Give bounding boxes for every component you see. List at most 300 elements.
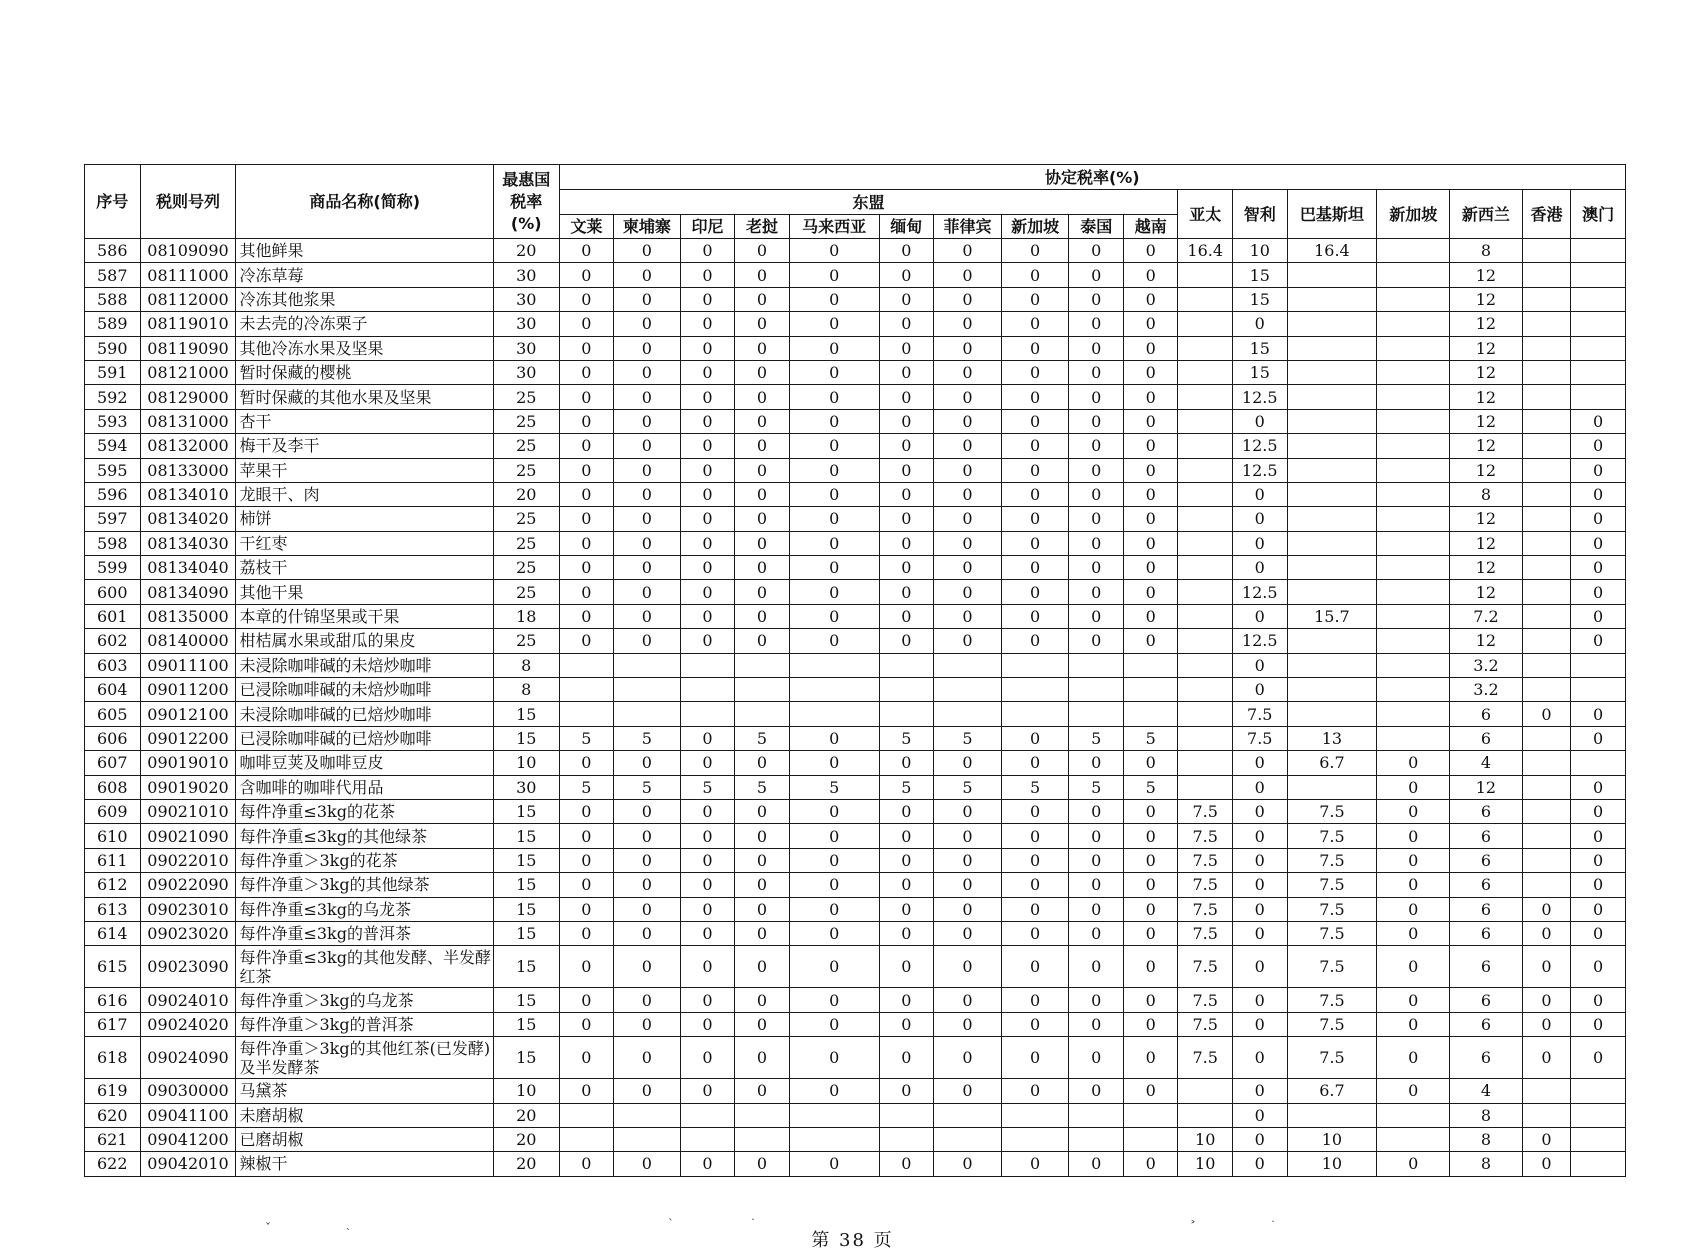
- indonesia-rate-cell: 0: [680, 287, 735, 311]
- pakistan-rate-cell: [1287, 312, 1377, 336]
- seq-cell: 619: [85, 1079, 141, 1103]
- chile-rate-cell: 7.5: [1232, 702, 1287, 726]
- singapore-rate-cell: 0: [1001, 946, 1069, 988]
- singapore-rate-cell: 0: [1001, 629, 1069, 653]
- apta-rate-cell: 7.5: [1178, 946, 1233, 988]
- philippines-rate-cell: 0: [934, 336, 1002, 360]
- brunei-rate-cell: 0: [559, 1037, 614, 1079]
- seq-cell: 617: [85, 1012, 141, 1036]
- brunei-rate-cell: 0: [559, 1152, 614, 1176]
- singapore-rate-cell: 0: [1001, 385, 1069, 409]
- apta-rate-cell: [1178, 726, 1233, 750]
- vietnam-rate-cell: 0: [1123, 1152, 1178, 1176]
- singapore-fta-rate-cell: 0: [1377, 799, 1450, 823]
- cambodia-rate-cell: 0: [614, 1012, 681, 1036]
- hong-kong-rate-cell: 0: [1522, 1037, 1570, 1079]
- table-row: [85, 799, 1626, 823]
- header-hong-kong: 香港: [1522, 190, 1570, 239]
- chile-rate-cell: 0: [1232, 482, 1287, 506]
- seq-cell: 601: [85, 604, 141, 628]
- macau-rate-cell: [1571, 751, 1626, 775]
- vietnam-rate-cell: 0: [1123, 848, 1178, 872]
- thailand-rate-cell: 0: [1069, 239, 1124, 263]
- mfn-rate-cell: 30: [493, 263, 559, 287]
- macau-rate-cell: [1571, 1127, 1626, 1151]
- cambodia-rate-cell: 0: [614, 482, 681, 506]
- header-malaysia: 马来西亚: [789, 215, 879, 239]
- singapore-rate-cell: 0: [1001, 458, 1069, 482]
- header-thailand: 泰国: [1069, 215, 1124, 239]
- mfn-rate-cell: 25: [493, 580, 559, 604]
- mfn-rate-cell: 20: [493, 1152, 559, 1176]
- singapore-rate-cell: 0: [1001, 873, 1069, 897]
- name-cell: 辣椒干: [236, 1152, 493, 1176]
- apta-rate-cell: 7.5: [1178, 799, 1233, 823]
- singapore-fta-rate-cell: 0: [1377, 897, 1450, 921]
- pakistan-rate-cell: 7.5: [1287, 921, 1377, 945]
- brunei-rate-cell: 0: [559, 1012, 614, 1036]
- brunei-rate-cell: 0: [559, 409, 614, 433]
- macau-rate-cell: 0: [1571, 434, 1626, 458]
- table-row: [85, 751, 1626, 775]
- macau-rate-cell: 0: [1571, 873, 1626, 897]
- tariff-table-container: [84, 164, 1626, 1177]
- thailand-rate-cell: 0: [1069, 604, 1124, 628]
- brunei-rate-cell: [559, 702, 614, 726]
- chile-rate-cell: 0: [1232, 921, 1287, 945]
- macau-rate-cell: 0: [1571, 946, 1626, 988]
- indonesia-rate-cell: [680, 702, 735, 726]
- thailand-rate-cell: 0: [1069, 312, 1124, 336]
- brunei-rate-cell: 0: [559, 604, 614, 628]
- apta-rate-cell: [1178, 775, 1233, 799]
- cambodia-rate-cell: 0: [614, 556, 681, 580]
- philippines-rate-cell: 0: [934, 360, 1002, 384]
- table-row: [85, 312, 1626, 336]
- malaysia-rate-cell: 0: [789, 507, 879, 531]
- laos-rate-cell: 0: [735, 458, 790, 482]
- vietnam-rate-cell: 0: [1123, 385, 1178, 409]
- cambodia-rate-cell: [614, 1127, 681, 1151]
- singapore-fta-rate-cell: [1377, 702, 1450, 726]
- code-cell: 09023020: [140, 921, 236, 945]
- table-row: [85, 897, 1626, 921]
- pakistan-rate-cell: 16.4: [1287, 239, 1377, 263]
- philippines-rate-cell: 0: [934, 482, 1002, 506]
- seq-cell: 587: [85, 263, 141, 287]
- page-footer: 第 38 页: [811, 1230, 894, 1251]
- indonesia-rate-cell: 0: [680, 751, 735, 775]
- singapore-fta-rate-cell: [1377, 556, 1450, 580]
- macau-rate-cell: [1571, 1079, 1626, 1103]
- new-zealand-rate-cell: 4: [1450, 751, 1523, 775]
- vietnam-rate-cell: 0: [1123, 1012, 1178, 1036]
- cambodia-rate-cell: 0: [614, 580, 681, 604]
- pakistan-rate-cell: [1287, 409, 1377, 433]
- pakistan-rate-cell: 7.5: [1287, 824, 1377, 848]
- name-cell: 本章的什锦坚果或干果: [236, 604, 493, 628]
- philippines-rate-cell: 0: [934, 848, 1002, 872]
- hong-kong-rate-cell: [1522, 360, 1570, 384]
- philippines-rate-cell: [934, 702, 1002, 726]
- philippines-rate-cell: 0: [934, 946, 1002, 988]
- code-cell: 09011100: [140, 653, 236, 677]
- laos-rate-cell: 0: [735, 848, 790, 872]
- mfn-rate-cell: 25: [493, 507, 559, 531]
- apta-rate-cell: [1178, 287, 1233, 311]
- myanmar-rate-cell: [879, 1103, 934, 1127]
- macau-rate-cell: 0: [1571, 1037, 1626, 1079]
- malaysia-rate-cell: 0: [789, 360, 879, 384]
- singapore-fta-rate-cell: [1377, 531, 1450, 555]
- thailand-rate-cell: 0: [1069, 287, 1124, 311]
- vietnam-rate-cell: 0: [1123, 873, 1178, 897]
- mfn-rate-cell: 15: [493, 824, 559, 848]
- name-cell: 每件净重≤3kg的花茶: [236, 799, 493, 823]
- macau-rate-cell: 0: [1571, 409, 1626, 433]
- apta-rate-cell: [1178, 507, 1233, 531]
- seq-cell: 611: [85, 848, 141, 872]
- laos-rate-cell: 0: [735, 409, 790, 433]
- indonesia-rate-cell: 0: [680, 799, 735, 823]
- chile-rate-cell: 0: [1232, 1127, 1287, 1151]
- cambodia-rate-cell: 0: [614, 336, 681, 360]
- philippines-rate-cell: 0: [934, 263, 1002, 287]
- new-zealand-rate-cell: 6: [1450, 799, 1523, 823]
- seq-cell: 592: [85, 385, 141, 409]
- table-row: [85, 556, 1626, 580]
- chile-rate-cell: 0: [1232, 799, 1287, 823]
- pakistan-rate-cell: 7.5: [1287, 873, 1377, 897]
- hong-kong-rate-cell: [1522, 726, 1570, 750]
- philippines-rate-cell: 0: [934, 1079, 1002, 1103]
- mfn-rate-cell: 25: [493, 409, 559, 433]
- pakistan-rate-cell: [1287, 580, 1377, 604]
- code-cell: 09019010: [140, 751, 236, 775]
- singapore-fta-rate-cell: [1377, 507, 1450, 531]
- brunei-rate-cell: [559, 1127, 614, 1151]
- vietnam-rate-cell: 0: [1123, 312, 1178, 336]
- philippines-rate-cell: 0: [934, 1012, 1002, 1036]
- thailand-rate-cell: 0: [1069, 988, 1124, 1012]
- code-cell: 08134040: [140, 556, 236, 580]
- header-code: 税则号列: [140, 165, 236, 239]
- indonesia-rate-cell: 0: [680, 629, 735, 653]
- chile-rate-cell: 12.5: [1232, 434, 1287, 458]
- myanmar-rate-cell: 0: [879, 604, 934, 628]
- singapore-fta-rate-cell: 0: [1377, 873, 1450, 897]
- code-cell: 09041100: [140, 1103, 236, 1127]
- thailand-rate-cell: 0: [1069, 897, 1124, 921]
- table-row: [85, 385, 1626, 409]
- name-cell: 其他冷冻水果及坚果: [236, 336, 493, 360]
- malaysia-rate-cell: 0: [789, 1037, 879, 1079]
- vietnam-rate-cell: 0: [1123, 897, 1178, 921]
- thailand-rate-cell: 0: [1069, 409, 1124, 433]
- apta-rate-cell: [1178, 1079, 1233, 1103]
- thailand-rate-cell: 0: [1069, 580, 1124, 604]
- indonesia-rate-cell: 0: [680, 604, 735, 628]
- philippines-rate-cell: 0: [934, 287, 1002, 311]
- malaysia-rate-cell: [789, 702, 879, 726]
- header-new-zealand: 新西兰: [1450, 190, 1523, 239]
- indonesia-rate-cell: 0: [680, 848, 735, 872]
- table-row: [85, 360, 1626, 384]
- scan-speck: ˙: [1270, 1219, 1276, 1233]
- name-cell: 其他鲜果: [236, 239, 493, 263]
- myanmar-rate-cell: 0: [879, 1152, 934, 1176]
- malaysia-rate-cell: [789, 678, 879, 702]
- seq-cell: 598: [85, 531, 141, 555]
- new-zealand-rate-cell: 6: [1450, 897, 1523, 921]
- table-row: [85, 1037, 1626, 1079]
- new-zealand-rate-cell: 8: [1450, 482, 1523, 506]
- mfn-rate-cell: 20: [493, 1103, 559, 1127]
- name-cell: 已浸除咖啡碱的已焙炒咖啡: [236, 726, 493, 750]
- singapore-fta-rate-cell: [1377, 580, 1450, 604]
- seq-cell: 594: [85, 434, 141, 458]
- mfn-rate-cell: 20: [493, 1127, 559, 1151]
- indonesia-rate-cell: 0: [680, 531, 735, 555]
- chile-rate-cell: 0: [1232, 653, 1287, 677]
- macau-rate-cell: 0: [1571, 897, 1626, 921]
- name-cell: 干红枣: [236, 531, 493, 555]
- macau-rate-cell: [1571, 263, 1626, 287]
- header-vietnam: 越南: [1123, 215, 1178, 239]
- laos-rate-cell: 0: [735, 897, 790, 921]
- brunei-rate-cell: 0: [559, 531, 614, 555]
- apta-rate-cell: [1178, 751, 1233, 775]
- laos-rate-cell: 0: [735, 751, 790, 775]
- singapore-fta-rate-cell: [1377, 336, 1450, 360]
- singapore-rate-cell: 0: [1001, 848, 1069, 872]
- new-zealand-rate-cell: 6: [1450, 824, 1523, 848]
- singapore-fta-rate-cell: [1377, 287, 1450, 311]
- brunei-rate-cell: 0: [559, 824, 614, 848]
- singapore-fta-rate-cell: 0: [1377, 1012, 1450, 1036]
- chile-rate-cell: 0: [1232, 824, 1287, 848]
- name-cell: 已磨胡椒: [236, 1127, 493, 1151]
- new-zealand-rate-cell: 12: [1450, 287, 1523, 311]
- new-zealand-rate-cell: 4: [1450, 1079, 1523, 1103]
- table-row: [85, 482, 1626, 506]
- macau-rate-cell: 0: [1571, 775, 1626, 799]
- vietnam-rate-cell: [1123, 653, 1178, 677]
- indonesia-rate-cell: 0: [680, 897, 735, 921]
- singapore-rate-cell: 0: [1001, 1037, 1069, 1079]
- apta-rate-cell: [1178, 604, 1233, 628]
- cambodia-rate-cell: [614, 678, 681, 702]
- singapore-fta-rate-cell: 0: [1377, 848, 1450, 872]
- hong-kong-rate-cell: [1522, 507, 1570, 531]
- brunei-rate-cell: 0: [559, 287, 614, 311]
- singapore-rate-cell: 0: [1001, 287, 1069, 311]
- pakistan-rate-cell: 6.7: [1287, 1079, 1377, 1103]
- name-cell: 暂时保藏的其他水果及坚果: [236, 385, 493, 409]
- vietnam-rate-cell: 0: [1123, 751, 1178, 775]
- name-cell: 未浸除咖啡碱的未焙炒咖啡: [236, 653, 493, 677]
- malaysia-rate-cell: 0: [789, 1152, 879, 1176]
- vietnam-rate-cell: 0: [1123, 824, 1178, 848]
- singapore-fta-rate-cell: [1377, 263, 1450, 287]
- singapore-fta-rate-cell: [1377, 312, 1450, 336]
- new-zealand-rate-cell: 6: [1450, 702, 1523, 726]
- laos-rate-cell: 0: [735, 1012, 790, 1036]
- laos-rate-cell: [735, 702, 790, 726]
- brunei-rate-cell: 0: [559, 556, 614, 580]
- indonesia-rate-cell: 0: [680, 1079, 735, 1103]
- code-cell: 09022010: [140, 848, 236, 872]
- vietnam-rate-cell: 0: [1123, 580, 1178, 604]
- header-asean: 东盟: [559, 190, 1178, 215]
- hong-kong-rate-cell: 0: [1522, 946, 1570, 988]
- indonesia-rate-cell: [680, 1127, 735, 1151]
- brunei-rate-cell: 0: [559, 897, 614, 921]
- thailand-rate-cell: 5: [1069, 726, 1124, 750]
- philippines-rate-cell: 0: [934, 239, 1002, 263]
- hong-kong-rate-cell: [1522, 751, 1570, 775]
- singapore-rate-cell: 0: [1001, 604, 1069, 628]
- laos-rate-cell: 0: [735, 580, 790, 604]
- chile-rate-cell: 0: [1232, 1037, 1287, 1079]
- mfn-rate-cell: 25: [493, 531, 559, 555]
- myanmar-rate-cell: 0: [879, 239, 934, 263]
- indonesia-rate-cell: 0: [680, 873, 735, 897]
- hong-kong-rate-cell: [1522, 873, 1570, 897]
- apta-rate-cell: [1178, 678, 1233, 702]
- cambodia-rate-cell: 0: [614, 1079, 681, 1103]
- malaysia-rate-cell: 0: [789, 824, 879, 848]
- code-cell: 08131000: [140, 409, 236, 433]
- new-zealand-rate-cell: 6: [1450, 726, 1523, 750]
- macau-rate-cell: [1571, 239, 1626, 263]
- philippines-rate-cell: 0: [934, 751, 1002, 775]
- mfn-rate-cell: 15: [493, 848, 559, 872]
- laos-rate-cell: 0: [735, 556, 790, 580]
- apta-rate-cell: 7.5: [1178, 897, 1233, 921]
- singapore-rate-cell: [1001, 1127, 1069, 1151]
- pakistan-rate-cell: 10: [1287, 1127, 1377, 1151]
- code-cell: 09024090: [140, 1037, 236, 1079]
- laos-rate-cell: [735, 653, 790, 677]
- table-row: [85, 775, 1626, 799]
- singapore-fta-rate-cell: [1377, 726, 1450, 750]
- mfn-rate-cell: 15: [493, 1037, 559, 1079]
- tariff-table: [84, 164, 1626, 1177]
- singapore-rate-cell: 0: [1001, 556, 1069, 580]
- hong-kong-rate-cell: [1522, 385, 1570, 409]
- myanmar-rate-cell: 0: [879, 409, 934, 433]
- name-cell: 马黛茶: [236, 1079, 493, 1103]
- new-zealand-rate-cell: 6: [1450, 946, 1523, 988]
- malaysia-rate-cell: [789, 1127, 879, 1151]
- laos-rate-cell: 0: [735, 873, 790, 897]
- thailand-rate-cell: 0: [1069, 385, 1124, 409]
- seq-cell: 590: [85, 336, 141, 360]
- hong-kong-rate-cell: [1522, 604, 1570, 628]
- code-cell: 09019020: [140, 775, 236, 799]
- myanmar-rate-cell: 0: [879, 458, 934, 482]
- brunei-rate-cell: 5: [559, 726, 614, 750]
- laos-rate-cell: 0: [735, 385, 790, 409]
- header-singapore-fta: 新加坡: [1377, 190, 1450, 239]
- name-cell: 梅干及李干: [236, 434, 493, 458]
- pakistan-rate-cell: 7.5: [1287, 946, 1377, 988]
- pakistan-rate-cell: 7.5: [1287, 897, 1377, 921]
- mfn-rate-cell: 20: [493, 482, 559, 506]
- singapore-rate-cell: 0: [1001, 507, 1069, 531]
- seq-cell: 610: [85, 824, 141, 848]
- laos-rate-cell: 0: [735, 263, 790, 287]
- hong-kong-rate-cell: [1522, 239, 1570, 263]
- table-row: [85, 604, 1626, 628]
- hong-kong-rate-cell: [1522, 556, 1570, 580]
- myanmar-rate-cell: 0: [879, 385, 934, 409]
- chile-rate-cell: 0: [1232, 1103, 1287, 1127]
- vietnam-rate-cell: 5: [1123, 775, 1178, 799]
- thailand-rate-cell: 0: [1069, 360, 1124, 384]
- new-zealand-rate-cell: 6: [1450, 921, 1523, 945]
- pakistan-rate-cell: 7.5: [1287, 1037, 1377, 1079]
- table-row: [85, 678, 1626, 702]
- malaysia-rate-cell: 0: [789, 336, 879, 360]
- cambodia-rate-cell: 0: [614, 873, 681, 897]
- macau-rate-cell: [1571, 336, 1626, 360]
- chile-rate-cell: 12.5: [1232, 458, 1287, 482]
- philippines-rate-cell: [934, 1127, 1002, 1151]
- chile-rate-cell: 7.5: [1232, 726, 1287, 750]
- singapore-rate-cell: 0: [1001, 726, 1069, 750]
- name-cell: 含咖啡的咖啡代用品: [236, 775, 493, 799]
- singapore-fta-rate-cell: [1377, 239, 1450, 263]
- chile-rate-cell: 0: [1232, 312, 1287, 336]
- new-zealand-rate-cell: 12: [1450, 336, 1523, 360]
- name-cell: 每件净重＞3kg的其他红茶(已发酵)及半发酵茶: [236, 1037, 493, 1079]
- code-cell: 09023090: [140, 946, 236, 988]
- vietnam-rate-cell: 0: [1123, 458, 1178, 482]
- seq-cell: 596: [85, 482, 141, 506]
- code-cell: 08112000: [140, 287, 236, 311]
- table-row: [85, 1079, 1626, 1103]
- code-cell: 09041200: [140, 1127, 236, 1151]
- indonesia-rate-cell: 0: [680, 360, 735, 384]
- thailand-rate-cell: 0: [1069, 946, 1124, 988]
- malaysia-rate-cell: 0: [789, 799, 879, 823]
- code-cell: 09021090: [140, 824, 236, 848]
- apta-rate-cell: [1178, 1103, 1233, 1127]
- mfn-rate-cell: 15: [493, 726, 559, 750]
- name-cell: 每件净重≤3kg的普洱茶: [236, 921, 493, 945]
- apta-rate-cell: [1178, 629, 1233, 653]
- new-zealand-rate-cell: 6: [1450, 1012, 1523, 1036]
- table-row: [85, 580, 1626, 604]
- philippines-rate-cell: 0: [934, 988, 1002, 1012]
- singapore-fta-rate-cell: 0: [1377, 988, 1450, 1012]
- new-zealand-rate-cell: 12: [1450, 263, 1523, 287]
- code-cell: 08140000: [140, 629, 236, 653]
- macau-rate-cell: 0: [1571, 848, 1626, 872]
- thailand-rate-cell: 0: [1069, 1079, 1124, 1103]
- chile-rate-cell: 0: [1232, 409, 1287, 433]
- scan-speck: ˙: [750, 1217, 756, 1231]
- code-cell: 08135000: [140, 604, 236, 628]
- myanmar-rate-cell: 0: [879, 360, 934, 384]
- name-cell: 每件净重≤3kg的乌龙茶: [236, 897, 493, 921]
- brunei-rate-cell: 0: [559, 629, 614, 653]
- seq-cell: 589: [85, 312, 141, 336]
- laos-rate-cell: 5: [735, 775, 790, 799]
- mfn-rate-cell: 15: [493, 799, 559, 823]
